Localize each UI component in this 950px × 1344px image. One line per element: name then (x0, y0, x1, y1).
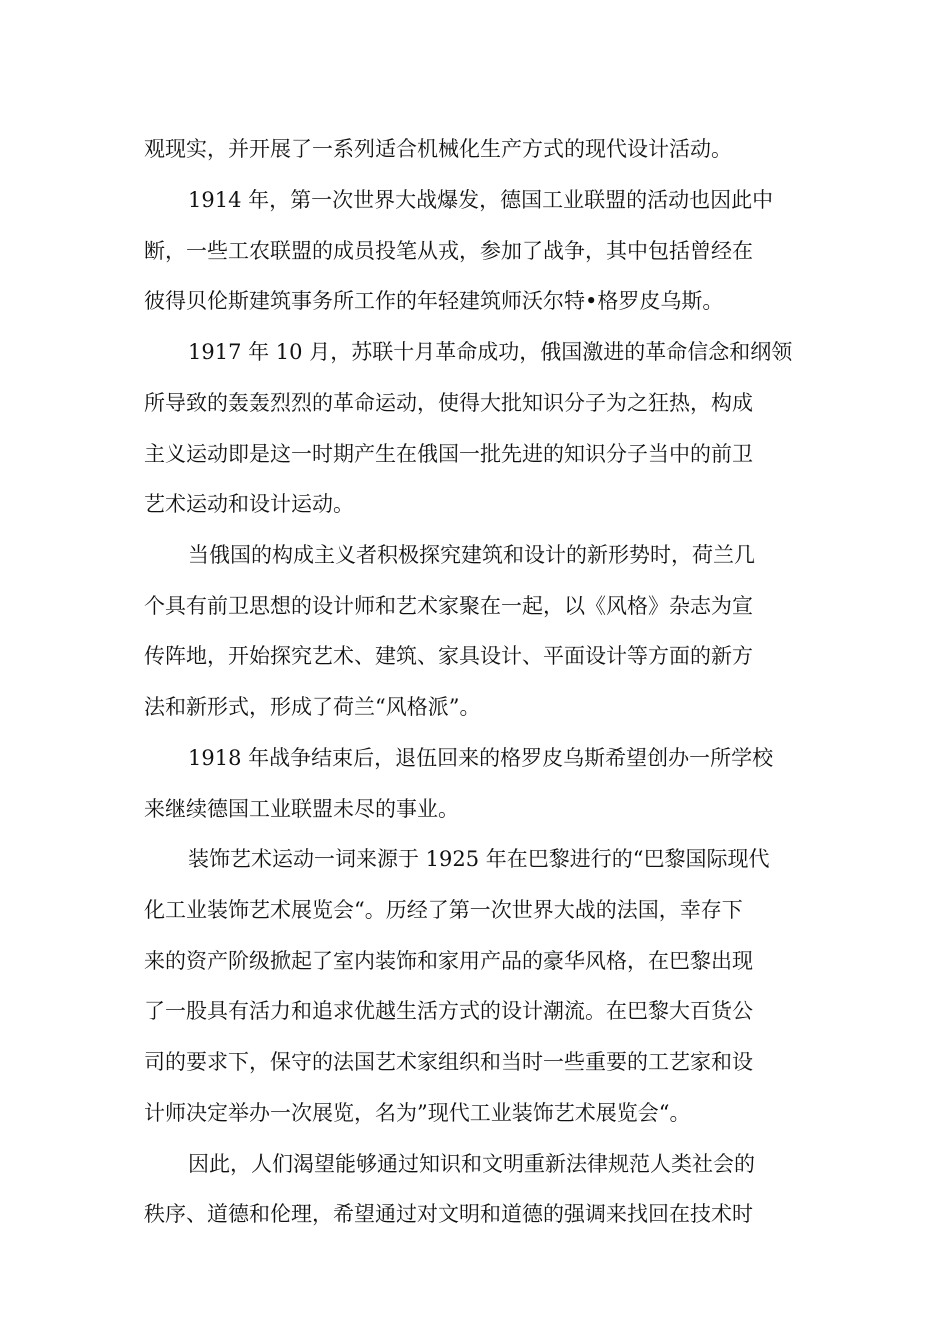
text-line: 1917 年 10 月，苏联十月革命成功，俄国激进的革命信念和纲领 (188, 340, 793, 364)
text-line: 秩序、道德和伦理，希望通过对文明和道德的强调来找回在技术时 (144, 1202, 753, 1226)
text-line: 主义运动即是这一时期产生在俄国一批先进的知识分子当中的前卫 (144, 442, 753, 466)
text-line: 当俄国的构成主义者积极探究建筑和设计的新形势时，荷兰几 (188, 543, 755, 567)
text-line: 来的资产阶级掀起了室内装饰和家用产品的豪华风格，在巴黎出现 (144, 949, 753, 973)
text-line: 法和新形式，形成了荷兰“风格派”。 (144, 695, 481, 719)
text-line: 装饰艺术运动一词来源于 1925 年在巴黎进行的“巴黎国际现代 (188, 847, 770, 871)
text-line: 化工业装饰艺术展览会“。历经了第一次世界大战的法国，幸存下 (144, 898, 743, 922)
text-line: 传阵地，开始探究艺术、建筑、家具设计、平面设计等方面的新方 (144, 644, 753, 668)
text-line: 计师决定举办一次展览，名为”现代工业装饰艺术展览会“。 (144, 1101, 691, 1125)
text-line: 1914 年，第一次世界大战爆发，德国工业联盟的活动也因此中 (188, 188, 774, 212)
text-line: 观现实，并开展了一系列适合机械化生产方式的现代设计活动。 (144, 137, 732, 161)
text-line: 来继续德国工业联盟未尽的事业。 (144, 797, 459, 821)
text-line: 个具有前卫思想的设计师和艺术家聚在一起，以《风格》杂志为宣 (144, 594, 753, 618)
text-line: 因此，人们渴望能够通过知识和文明重新法律规范人类社会的 (188, 1152, 755, 1176)
text-line: 了一股具有活力和追求优越生活方式的设计潮流。在巴黎大百货公 (144, 999, 753, 1023)
text-line: 艺术运动和设计运动。 (144, 492, 354, 516)
text-line: 彼得贝伦斯建筑事务所工作的年轻建筑师沃尔特•格罗皮乌斯。 (144, 289, 724, 313)
text-line: 1918 年战争结束后，退伍回来的格罗皮乌斯希望创办一所学校 (188, 746, 774, 770)
text-line: 司的要求下，保守的法国艺术家组织和当时一些重要的工艺家和设 (144, 1050, 753, 1074)
text-line: 所导致的轰轰烈烈的革命运动，使得大批知识分子为之狂热，构成 (144, 391, 753, 415)
text-line: 断，一些工农联盟的成员投笔从戎，参加了战争，其中包括曾经在 (144, 239, 753, 263)
